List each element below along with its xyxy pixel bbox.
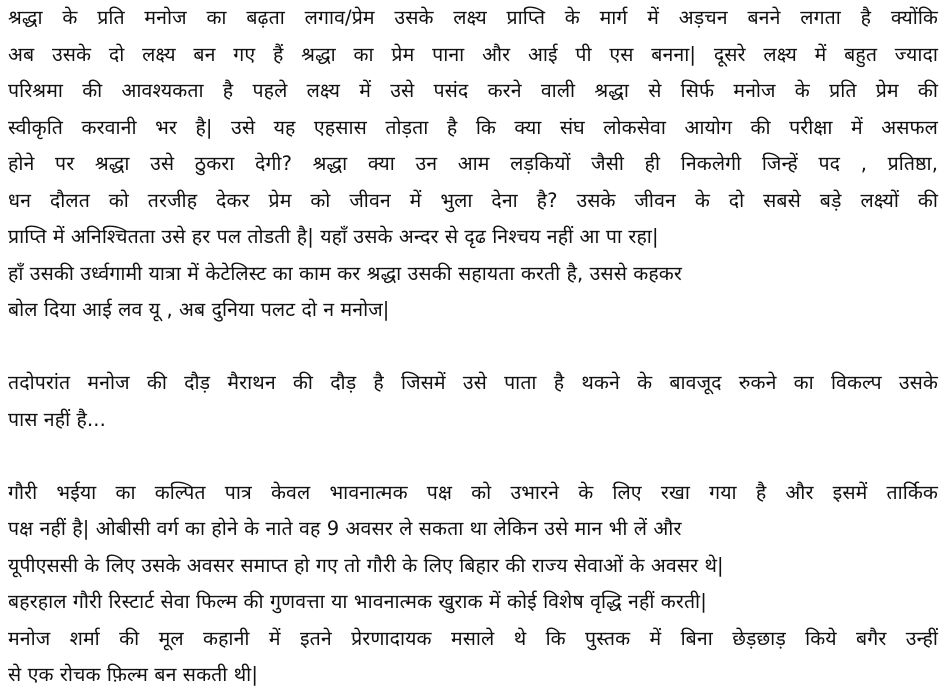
text-line: से एक रोचक फ़िल्म बन सकती थी| [8,663,258,686]
text-line: गौरी भईया का कल्पित पात्र केवल भावनात्मक पक्ष को उभारने के लिए रखा गया है और इसमें तार्किक [8,480,938,504]
text-line: यूपीएससी के लिए उसके अवसर समाप्त हो गए तो गौरी के लिए बिहार की राज्य सेवाओं के अवसर थे| [8,553,724,577]
text-line: बोल दिया आई लव यू , अब दुनिया पलट दो न मनोज| [8,298,390,321]
paragraph-2 [8,365,938,438]
paragraph-1 [8,0,938,329]
text-line: होने पर श्रद्धा उसे ठुकरा देगी? श्रद्धा क्या उन आम लड़कियों जैसी ही निकलेगी जिन्हें पद , प्रतिष्ठा, [8,152,938,175]
text-line: बहरहाल गौरी रिस्टार्ट सेवा फिल्म की गुणवत्ता या भावनात्मक खुराक में कोई विशेष वृद्धि नहीं करती| [8,590,707,613]
text-line: अब उसके दो लक्ष्य बन गए हैं श्रद्धा का प्रेम पाना और आई पी एस बनना| दूसरे लक्ष्य में बहुत ज्यादा [8,42,938,66]
text-line: श्रद्धा के प्रति मनोज का बढ़ता लगाव/प्रेम उसके लक्ष्य प्राप्ति के मार्ग में अड़चन बनने लगता है क्योंकि [8,6,938,29]
paragraph-3 [8,475,938,694]
paragraph-gap [8,438,938,475]
text-line: हाँ उसकी उर्ध्वगामी यात्रा में केटेलिस्ट का काम कर श्रद्धा उसकी सहायता करती है, उससे कहकर [8,261,682,285]
text-line: धन दौलत को तरजीह देकर प्रेम को जीवन में भुला देना है? उसके जीवन के दो सबसे बड़े लक्ष्यों की [8,188,938,212]
text-line: मनोज शर्मा की मूल कहानी में इतने प्रेरणादायक मसाले थे कि पुस्तक में बिना छेड़छाड़ किये बगैर उन्हीं [8,626,938,650]
text-line: पास नहीं है... [8,407,106,431]
text-line: प्राप्ति में अनिश्चितता उसे हर पल तोडती है| यहाँ उसके अन्दर से दृढ निश्चय नहीं आ पा रहा| [8,225,659,248]
paragraph-gap [8,329,938,366]
text-line: परिश्रमा की आवश्यकता है पहले लक्ष्य में उसे पसंद करने वाली श्रद्धा से सिर्फ मनोज के प्रति प्रेम की [8,79,938,102]
text-line: पक्ष नहीं है| ओबीसी वर्ग का होने के नाते वह 9 अवसर ले सकता था लेकिन उसे मान भी लें और [8,517,682,540]
text-line: स्वीकृति करवानी भर है| उसे यह एहसास तोड़ता है कि क्या संघ लोकसेवा आयोग की परीक्षा में असफल [8,115,938,139]
text-line: तदोपरांत मनोज की दौड़ मैराथन की दौड़ है जिसमें उसे पाता है थकने के बावजूद रुकने का विकल्प उसके [8,371,938,394]
document-body [8,0,938,694]
